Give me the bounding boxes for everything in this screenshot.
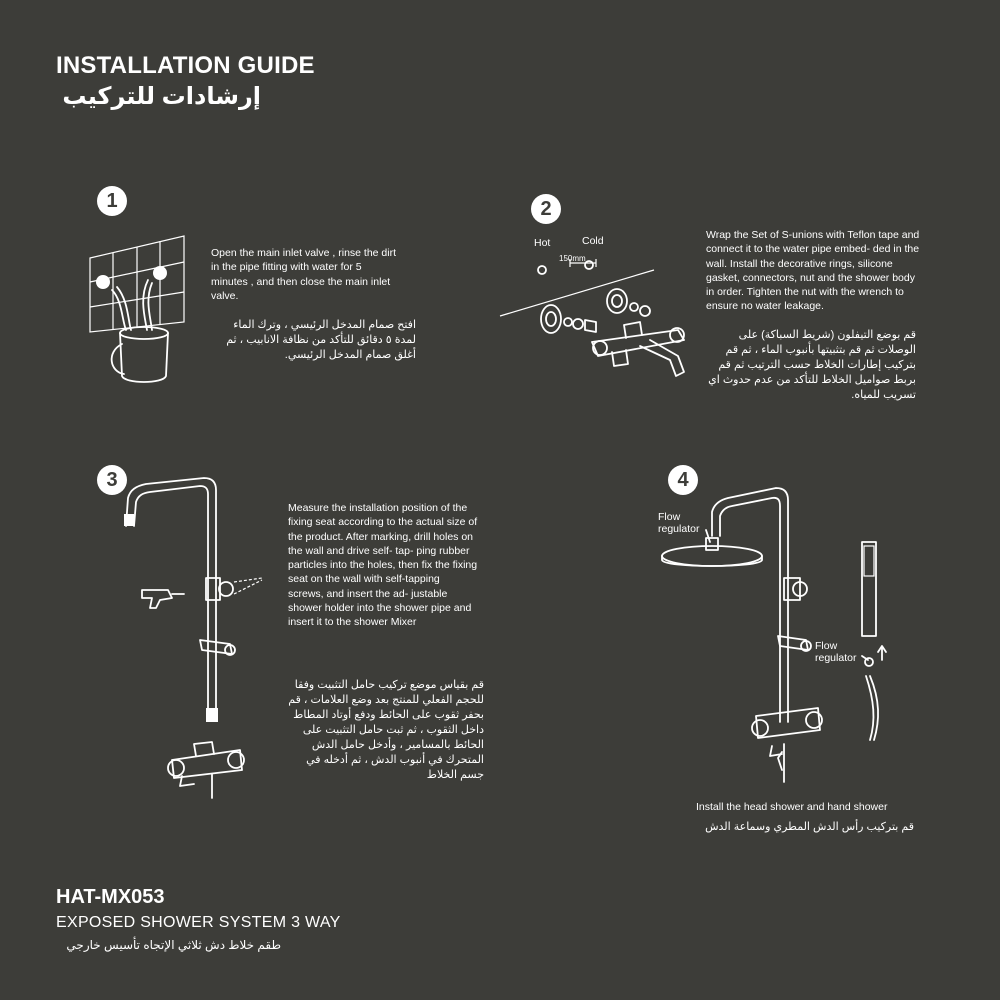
model-number: HAT-MX053 [56, 886, 165, 908]
step1-text-en: Open the main inlet valve , rinse the dirt in the pipe fitting with water for 5 minutes , and then close the main inlet valve. [211, 247, 397, 302]
flow-regulator-label-1: Flow regulator [658, 511, 700, 535]
cold-label: Cold [582, 235, 604, 247]
dimension-label: 150mm [559, 254, 586, 263]
flow-regulator-label-2: Flow regulator [815, 640, 857, 664]
page-title: INSTALLATION GUIDE [56, 52, 315, 79]
product-name-en: EXPOSED SHOWER SYSTEM 3 WAY [56, 914, 341, 931]
step-number-4: 4 [668, 465, 698, 495]
step4-text-ar: قم بتركيب رأس الدش المطري وسماعة الدش [705, 821, 914, 833]
step-number-3: 3 [97, 465, 127, 495]
step2-text-ar: قم بوضع التيفلون (شريط السباكة) على الوصلات ثم قم بتثبيتها بأنبوب الماء ، ثم قم بتركيب إطارات الخلاط حسب الترتيب ثم قم بربط صواميل الخلاط للتأكد من عدم حدوث اي تسريب للمياه. [708, 329, 916, 401]
product-name-ar: طقم خلاط دش ثلاثي الإتجاه تأسيس خارجي [66, 938, 281, 952]
step2-text-en: Wrap the Set of S-unions with Teflon tape and connect it to the water pipe embed- ded in the wall. Install the decorative rings, silicone gasket, connectors, nut and the shower body in order. Tighten the nut with the wrench to ensure no water leakage. [706, 229, 920, 313]
step4-text-en: Install the head shower and hand shower [696, 801, 888, 813]
page-title-arabic: إرشادات للتركيب [62, 83, 261, 110]
step2-illustration [500, 259, 684, 376]
step-number-2: 2 [531, 194, 561, 224]
step-number-1: 1 [97, 186, 127, 216]
step3-text-en: Measure the installation position of the fixing seat according to the actual size of the product. After marking, drill holes on the wall and drive self- tap- ping rubber particles into the holes, then fix the fixing seat on the wall with self-tapping screws, and insert the ad- justable shower holder into the shower pipe and insert it to the shower Mixer [288, 502, 478, 629]
step1-text-ar: افتح صمام المدخل الرئيسي ، وترك الماء لمدة ٥ دقائق للتأكد من نظافة الانابيب ، ثم أغلق صمام المدخل الرئيسي. [226, 319, 416, 361]
step1-illustration [90, 236, 184, 382]
step3-text-ar: قم بقياس موضع تركيب حامل التثبيت وفقا للحجم الفعلي للمنتج بعد وضع العلامات ، قم بحفر ثقوب على الحائط ودفع أوتاد المطاط داخل الثقوب ، ثم ثبت حامل التثبيت على الحائط بالمسامير ، وأدخل حامل الدش المتحرك في أنبوب الدش ، ثم أدخله في جسم الخلاط [288, 679, 484, 781]
step3-illustration [124, 478, 262, 798]
hot-label: Hot [534, 237, 551, 249]
